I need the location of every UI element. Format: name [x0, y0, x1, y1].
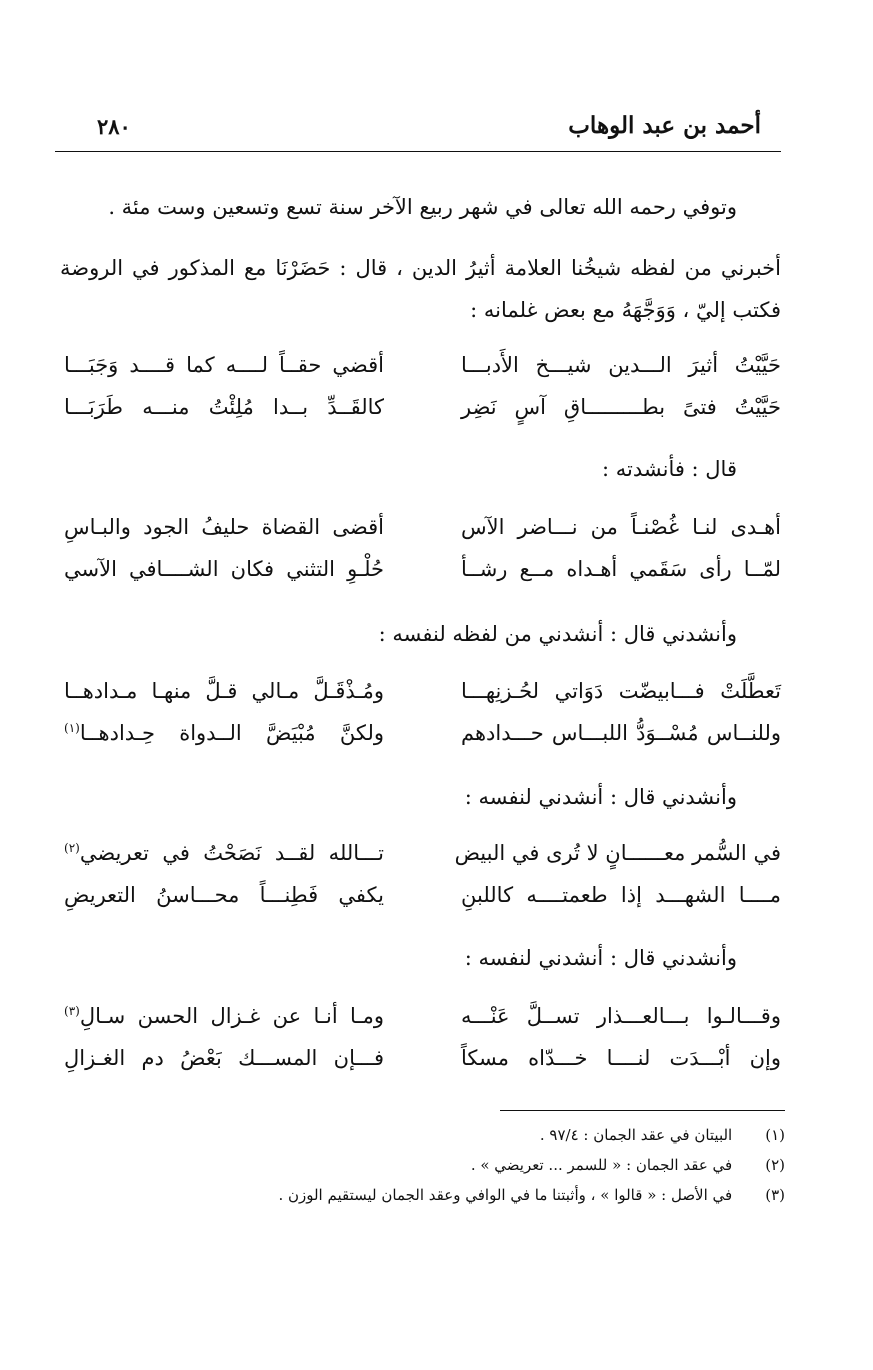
- verse-line: [60, 1037, 781, 1079]
- footnote: [80, 1180, 785, 1210]
- verse-line: [60, 670, 781, 712]
- footnote-ref: (٣): [64, 1004, 80, 1018]
- page-number: ٢٨٠: [97, 114, 131, 139]
- verse-line: [60, 506, 781, 548]
- hemistich-left: [64, 1037, 384, 1079]
- hemistich-left: أقضى القضاة حليفُ الجود والبـاسِ: [64, 515, 384, 539]
- hemistich-text: يكفي فَطِنـــاً محـــاسنُ التعريضِ: [64, 883, 384, 907]
- hemistich-text: فـــإن المســـك بَعْضُ دم الغـزالِ: [64, 1046, 384, 1070]
- hemistich-right: لمّــا رأى سَقَمي أهـداه مــع رشــأ: [461, 557, 781, 581]
- hemistich-right: حَيَّيْتُ أثيرَ الـــدين شيـــخ الأَدبـــا: [461, 353, 781, 377]
- hemistich-left: [64, 832, 384, 874]
- verse-line: [60, 995, 781, 1037]
- footnote-text: في الأصل : « قالوا » ، وأثبتنا ما في الوافي وعقد الجمان ليستقيم الوزن .: [278, 1186, 733, 1204]
- hemistich-right: أهـدى لنـا غُصْنـاً من نـــاضر الآس: [461, 515, 781, 539]
- hemistich-text: تـــالله لقــد نَصَحْتُ في تعريضي: [79, 841, 384, 865]
- poem-intro-2: قال : فأنشدته :: [601, 457, 737, 481]
- footnote: [80, 1150, 785, 1180]
- poem-5: [60, 995, 781, 1079]
- paragraph-intro: أخبرني من لفظه شيخُنا العلامة أثيرُ الدين ، قال : حَضَرْنَا مع المذكور في الروضة فكتب إليّ ، وَوَجَّهَهُ مع بعض غلمانه :: [60, 256, 781, 322]
- verse-line: [60, 386, 781, 428]
- hemistich-right: مــــا الشهـــد إذا طعمتــــه كاللبنِ: [461, 883, 781, 907]
- hemistich-left: حُلْـوِ التثني فكان الشــــافي الآسي: [64, 557, 384, 581]
- footnote-number: (١): [765, 1126, 785, 1144]
- hemistich-left: أقضي حقــاً لــــه كما قــــد وَجَبَـــا: [64, 353, 384, 377]
- footnote-ref: (٢): [64, 841, 80, 855]
- verse-line: [60, 832, 781, 874]
- verse-line: [60, 344, 781, 386]
- poem-intro-4: وأنشدني قال : أنشدني لنفسه :: [464, 785, 737, 809]
- hemistich-right: في السُّمر معــــــانٍ لا تُرى في البيض: [454, 841, 781, 865]
- footnote-text: البيتان في عقد الجمان : ٩٧/٤ .: [539, 1126, 733, 1144]
- hemistich-left: كالقَــدِّ بــدا مُلِئْتُ منـــه طَرَبَـــا: [64, 395, 384, 419]
- poem-intro-5: وأنشدني قال : أنشدني لنفسه :: [464, 946, 737, 970]
- verse-line: [60, 712, 781, 754]
- hemistich-text: ولكنَّ مُبْيَضَّ الــدواة حِـدادهــا: [79, 721, 384, 745]
- hemistich-left: [64, 712, 384, 754]
- hemistich-left: [64, 995, 384, 1037]
- hemistich-right: وإن أبْـــدَت لنــــا خـــدّاه مسكاً: [461, 1046, 781, 1070]
- poem-2: [60, 506, 781, 590]
- page-header: [55, 112, 781, 152]
- header-divider: [55, 151, 781, 152]
- footnotes: [80, 1120, 785, 1210]
- poem-4: [60, 832, 781, 916]
- verse-line: [60, 874, 781, 916]
- hemistich-right: وقـــالـوا بـــالعـــذار تســلَّ عَنْـــه: [461, 1004, 781, 1028]
- footnote-number: (٣): [765, 1186, 785, 1204]
- hemistich-left: [64, 874, 384, 916]
- footnote-divider: [500, 1110, 785, 1111]
- verse-line: [60, 548, 781, 590]
- hemistich-right: وللنــاس مُسْــوَدُّ اللبـــاس حـــدادهم: [461, 721, 781, 745]
- running-title: أحمد بن عبد الوهاب: [568, 112, 761, 139]
- poem-1: [60, 344, 781, 428]
- hemistich-left: [64, 670, 384, 712]
- poem-3: [60, 670, 781, 754]
- hemistich-right: حَيَّيْتُ فتىً بطـــــــــاقِ آسٍ نَضِر: [461, 395, 781, 419]
- footnote-text: في عقد الجمان : « للسمر ... تعريضي » .: [470, 1156, 733, 1174]
- poem-intro-3: وأنشدني قال : أنشدني من لفظه لنفسه :: [378, 622, 737, 646]
- hemistich-text: ومـا أنـا عن غـزال الحسن سـالِ: [79, 1004, 384, 1028]
- hemistich-right: تَعطَّلَتْ فـــابيضّت دَوَاتي لحُـزنِهـــا: [461, 679, 781, 703]
- footnote-ref: (١): [64, 721, 80, 735]
- footnote: [80, 1120, 785, 1150]
- footnote-number: (٢): [765, 1156, 785, 1174]
- paragraph-death: وتوفي رحمه الله تعالى في شهر ربيع الآخر سنة تسع وتسعين وست مئة .: [108, 195, 737, 219]
- hemistich-text: ومُـذْقَـلَّ مـالي قـلَّ منهـا مـدادهــا: [64, 679, 384, 703]
